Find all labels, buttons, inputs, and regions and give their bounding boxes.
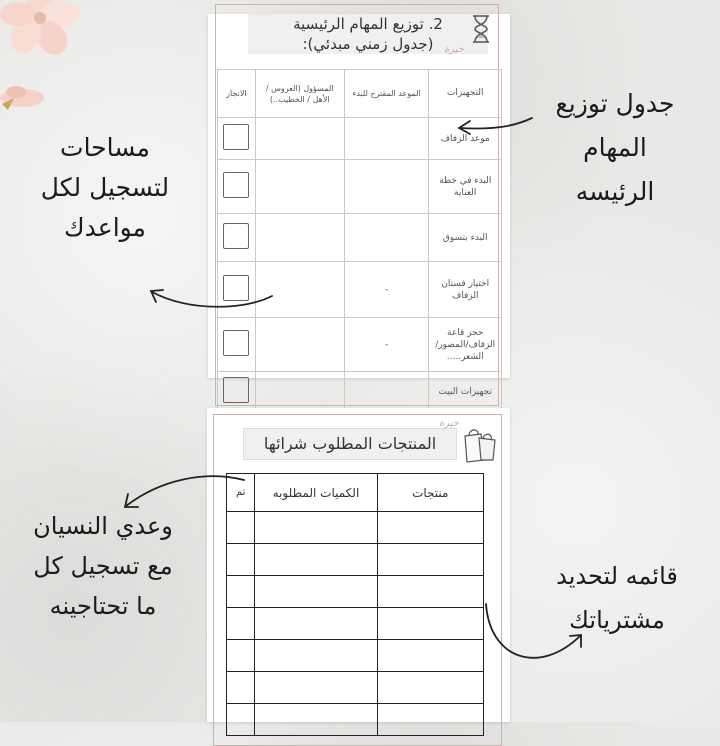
done-checkbox[interactable]	[223, 124, 249, 150]
product-cell[interactable]	[377, 672, 483, 704]
annotation-line: ما تحتاجينه	[49, 592, 157, 620]
annotation-line: مع تسجيل كل	[33, 552, 173, 580]
annotation-line: الرئيسه	[575, 177, 655, 206]
col-header-responsible: المسؤول (العروس / الأهل / الخطيب..)	[255, 70, 344, 118]
flower-decoration	[0, 0, 95, 120]
done-cell[interactable]	[227, 576, 255, 608]
annotation-top-right	[530, 82, 700, 214]
annotation-line: جدول توزيع	[555, 89, 675, 118]
annotation-line: المهام	[583, 133, 647, 162]
product-cell[interactable]	[377, 512, 483, 544]
done-cell[interactable]	[227, 704, 255, 736]
col-header-quantities: الكميات المطلوبه	[255, 474, 377, 512]
task-cell: اختيار فستان الزفاف	[429, 262, 502, 318]
done-cell	[218, 118, 256, 160]
shopping-list-sheet	[207, 408, 510, 722]
date-cell[interactable]	[344, 160, 429, 214]
done-cell	[218, 262, 256, 318]
product-cell[interactable]	[377, 704, 483, 736]
date-cell[interactable]: -	[344, 318, 429, 372]
date-cell[interactable]	[344, 118, 429, 160]
arrow-head	[151, 290, 163, 302]
done-checkbox[interactable]	[223, 223, 249, 249]
done-cell[interactable]	[227, 608, 255, 640]
task-cell: حجز قاعة الزفاف/المصور/الشعر.....	[429, 318, 502, 372]
responsible-cell[interactable]	[255, 372, 344, 412]
task-cell: تجهيزات البيت	[429, 372, 502, 412]
annotation-top-left	[20, 128, 190, 248]
task-cell: البدء بتسوق	[429, 214, 502, 262]
date-cell[interactable]	[344, 372, 429, 412]
product-cell[interactable]	[377, 608, 483, 640]
done-checkbox[interactable]	[223, 275, 249, 301]
sheet1-title-line2: (جدول زمني مبدئي):	[302, 35, 434, 53]
quantity-cell[interactable]	[255, 544, 377, 576]
col-header-done: تم	[227, 474, 255, 512]
done-cell[interactable]	[227, 544, 255, 576]
responsible-cell[interactable]	[255, 262, 344, 318]
task-distribution-sheet	[208, 14, 510, 397]
quantity-cell[interactable]	[255, 640, 377, 672]
product-cell[interactable]	[377, 576, 483, 608]
done-checkbox[interactable]	[223, 172, 249, 198]
done-cell	[218, 372, 256, 412]
annotation-bottom-left	[8, 506, 198, 626]
product-cell[interactable]	[377, 544, 483, 576]
annotation-line: وعدي النسيان	[33, 512, 173, 540]
done-cell	[218, 318, 256, 372]
quantity-cell[interactable]	[255, 576, 377, 608]
col-header-date: الموعد المقترح للبدء	[344, 70, 429, 118]
responsible-cell[interactable]	[255, 118, 344, 160]
col-header-done: الانجاز	[218, 70, 256, 118]
quantity-cell[interactable]	[255, 704, 377, 736]
annotation-line: مشترياتك	[569, 606, 665, 634]
done-cell	[218, 160, 256, 214]
product-cell[interactable]	[377, 640, 483, 672]
shopping-table	[226, 473, 484, 736]
quantity-cell[interactable]	[255, 672, 377, 704]
annotation-bottom-right	[522, 554, 712, 642]
annotation-line: لتسجيل لكل	[40, 173, 170, 202]
hourglass-icon	[470, 14, 492, 44]
responsible-cell[interactable]	[255, 318, 344, 372]
task-cell: البدء في خطة العناية	[429, 160, 502, 214]
responsible-cell[interactable]	[255, 214, 344, 262]
done-cell[interactable]	[227, 672, 255, 704]
done-checkbox[interactable]	[223, 330, 249, 356]
quantity-cell[interactable]	[255, 512, 377, 544]
annotation-line: مساحات	[60, 133, 150, 162]
shopping-bags-icon	[457, 420, 501, 464]
annotation-line: مواعدك	[64, 213, 146, 242]
done-cell[interactable]	[227, 640, 255, 672]
done-cell[interactable]	[227, 512, 255, 544]
decor-text: خيرة	[444, 44, 464, 55]
task-cell: موعد الزفاف	[429, 118, 502, 160]
responsible-cell[interactable]	[255, 160, 344, 214]
quantity-cell[interactable]	[255, 608, 377, 640]
date-cell[interactable]: -	[344, 262, 429, 318]
sheet1-title-line1: 2. توزيع المهام الرئيسية	[293, 15, 443, 33]
decor-text: خيرة	[439, 418, 459, 429]
task-table	[217, 69, 502, 412]
date-cell[interactable]	[344, 214, 429, 262]
sheet2-title: المنتجات المطلوب شرائها	[243, 428, 457, 460]
col-header-products: منتجات	[377, 474, 483, 512]
done-checkbox[interactable]	[223, 377, 249, 403]
annotation-line: قائمه لتحديد	[556, 562, 678, 590]
col-header-tasks: التجهيزات	[429, 70, 502, 118]
done-cell	[218, 214, 256, 262]
